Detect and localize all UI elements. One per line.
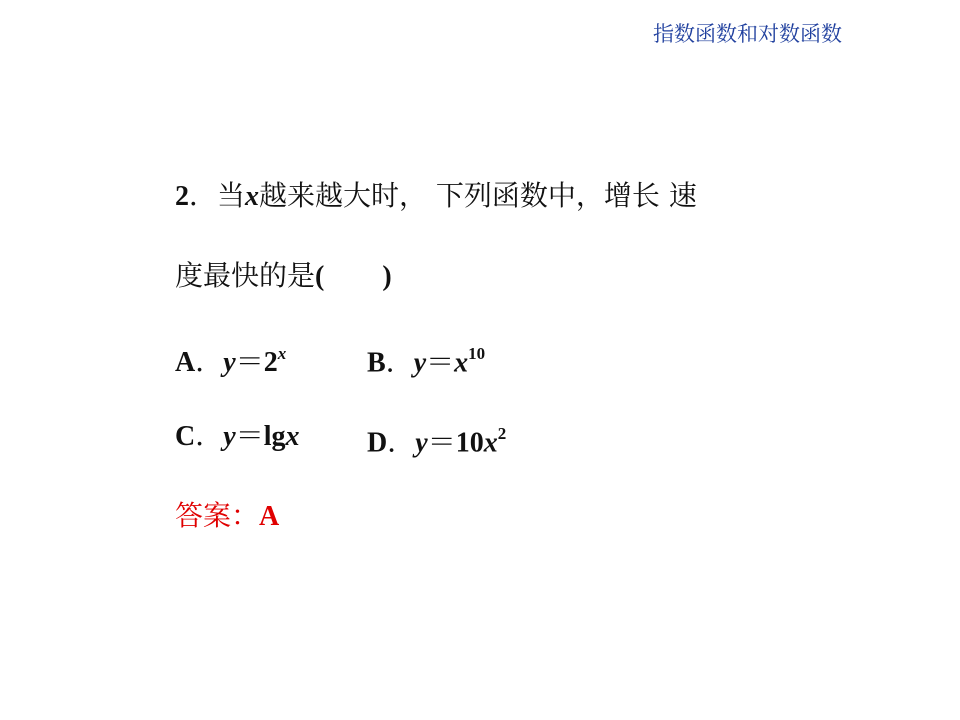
question-stem-line2 bbox=[175, 256, 392, 297]
options-row-ab bbox=[175, 336, 486, 383]
option-a-base: 2 bbox=[263, 347, 278, 379]
option-b-exp: 10 bbox=[468, 344, 486, 363]
options-row-cd bbox=[175, 416, 507, 459]
option-d-coef: 10 bbox=[455, 427, 484, 459]
option-c-lhs: y bbox=[223, 421, 236, 452]
option-d-separator: ． bbox=[387, 425, 416, 459]
question-number: 2 bbox=[175, 181, 189, 212]
option-b-letter: B bbox=[367, 347, 386, 379]
question-stem-line1 bbox=[175, 176, 697, 217]
option-a-lhs: y bbox=[223, 347, 236, 379]
option-a-letter: A bbox=[175, 347, 196, 379]
option-a-exp: x bbox=[277, 344, 287, 363]
answer-paren-open: ( bbox=[315, 261, 325, 292]
option-d-base: x bbox=[483, 427, 498, 459]
option-d-eq: ＝ bbox=[427, 425, 456, 459]
option-b bbox=[367, 336, 485, 383]
option-c-letter: C bbox=[175, 421, 196, 452]
option-c-arg: x bbox=[285, 421, 300, 452]
option-b-eq: ＝ bbox=[426, 345, 455, 379]
option-c bbox=[175, 419, 299, 452]
answer-line bbox=[175, 496, 279, 537]
answer-value: A bbox=[259, 501, 280, 532]
option-c-eq: ＝ bbox=[235, 419, 264, 452]
answer-label: 答案： bbox=[175, 499, 260, 532]
stem-text-before-var: 当 bbox=[217, 179, 246, 212]
stem-text-line2: 度最快的是 bbox=[175, 259, 316, 292]
option-a-separator: ． bbox=[195, 345, 224, 379]
answer-paren-close: ) bbox=[382, 261, 392, 292]
option-d bbox=[367, 416, 506, 463]
stem-text-after-var: 越来越大时， 下列函数中，增长 速 bbox=[259, 179, 697, 212]
option-d-letter: D bbox=[367, 427, 388, 459]
stem-variable: x bbox=[245, 181, 260, 212]
option-b-separator: ． bbox=[385, 345, 414, 379]
option-c-separator: ． bbox=[195, 419, 224, 452]
option-b-lhs: y bbox=[413, 347, 427, 379]
header-title: 指数函数和对数函数 bbox=[653, 22, 842, 46]
option-d-exp: 2 bbox=[497, 424, 507, 443]
option-a-eq: ＝ bbox=[235, 345, 264, 379]
option-b-base: x bbox=[454, 347, 469, 379]
option-a bbox=[175, 345, 286, 378]
option-c-func: lg bbox=[263, 421, 286, 452]
option-d-lhs: y bbox=[415, 427, 428, 459]
question-number-separator: ． bbox=[189, 179, 218, 212]
